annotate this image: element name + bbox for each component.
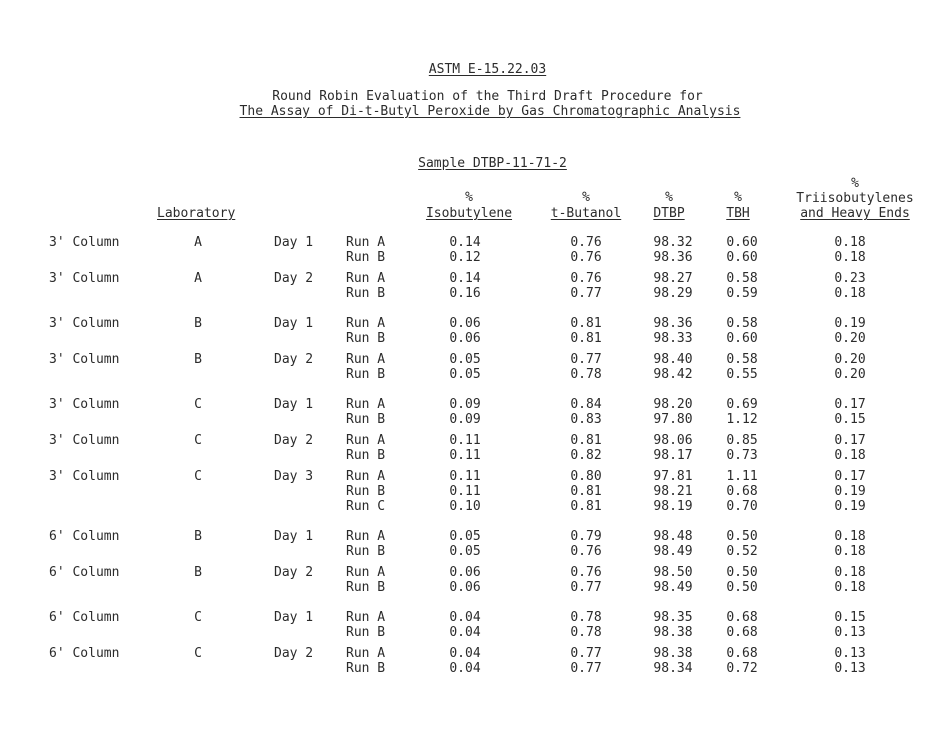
cell-isobutylene: 0.14 bbox=[449, 235, 481, 250]
cell-tbh: 0.58 bbox=[726, 352, 758, 367]
row-run: Run A bbox=[346, 352, 386, 367]
cell-heavy: 0.13 bbox=[834, 625, 866, 640]
cell-butanol: 0.78 bbox=[570, 610, 602, 625]
cell-heavy: 0.18 bbox=[834, 580, 866, 595]
cell-dtbp: 98.36 bbox=[653, 250, 693, 265]
cell-butanol: 0.77 bbox=[570, 661, 602, 676]
cell-isobutylene: 0.05 bbox=[449, 352, 481, 367]
row-column-type: 3' Column bbox=[49, 469, 120, 484]
cell-heavy: 0.17 bbox=[834, 433, 866, 448]
cell-dtbp: 98.20 bbox=[653, 397, 693, 412]
cell-butanol: 0.76 bbox=[570, 235, 602, 250]
row-run: Run B bbox=[346, 484, 386, 499]
cell-dtbp: 98.38 bbox=[653, 646, 693, 661]
cell-isobutylene: 0.06 bbox=[449, 580, 481, 595]
header-laboratory: Laboratory bbox=[157, 206, 236, 221]
cell-dtbp: 98.40 bbox=[653, 352, 693, 367]
header-heavy-line1: Triisobutylenes bbox=[796, 191, 914, 206]
row-day: Day 2 bbox=[274, 433, 314, 448]
cell-dtbp: 98.29 bbox=[653, 286, 693, 301]
row-run: Run B bbox=[346, 250, 386, 265]
row-column-type: 6' Column bbox=[49, 529, 120, 544]
cell-butanol: 0.78 bbox=[570, 367, 602, 382]
cell-dtbp: 98.35 bbox=[653, 610, 693, 625]
row-run: Run A bbox=[346, 271, 386, 286]
cell-butanol: 0.80 bbox=[570, 469, 602, 484]
cell-heavy: 0.20 bbox=[834, 367, 866, 382]
title-line-1: Round Robin Evaluation of the Third Draft Procedure for bbox=[272, 89, 703, 104]
cell-dtbp: 98.36 bbox=[653, 316, 693, 331]
row-run: Run B bbox=[346, 367, 386, 382]
cell-tbh: 0.58 bbox=[726, 271, 758, 286]
cell-heavy: 0.18 bbox=[834, 235, 866, 250]
row-run: Run A bbox=[346, 565, 386, 580]
row-laboratory: A bbox=[194, 271, 202, 286]
row-run: Run A bbox=[346, 610, 386, 625]
cell-dtbp: 98.50 bbox=[653, 565, 693, 580]
header-isobutylene-pct: % bbox=[465, 190, 473, 205]
cell-heavy: 0.18 bbox=[834, 286, 866, 301]
cell-tbh: 0.58 bbox=[726, 316, 758, 331]
cell-isobutylene: 0.05 bbox=[449, 529, 481, 544]
cell-butanol: 0.81 bbox=[570, 433, 602, 448]
cell-heavy: 0.20 bbox=[834, 331, 866, 346]
cell-heavy: 0.18 bbox=[834, 250, 866, 265]
cell-isobutylene: 0.11 bbox=[449, 433, 481, 448]
row-run: Run B bbox=[346, 331, 386, 346]
cell-dtbp: 98.06 bbox=[653, 433, 693, 448]
cell-tbh: 0.52 bbox=[726, 544, 758, 559]
row-day: Day 2 bbox=[274, 565, 314, 580]
row-run: Run B bbox=[346, 580, 386, 595]
row-run: Run A bbox=[346, 316, 386, 331]
cell-tbh: 0.50 bbox=[726, 580, 758, 595]
row-laboratory: B bbox=[194, 352, 202, 367]
cell-tbh: 1.11 bbox=[726, 469, 758, 484]
cell-butanol: 0.76 bbox=[570, 271, 602, 286]
cell-tbh: 0.72 bbox=[726, 661, 758, 676]
row-column-type: 3' Column bbox=[49, 433, 120, 448]
cell-dtbp: 98.49 bbox=[653, 580, 693, 595]
row-run: Run A bbox=[346, 469, 386, 484]
cell-isobutylene: 0.11 bbox=[449, 469, 481, 484]
header-heavy-line2: and Heavy Ends bbox=[800, 206, 910, 221]
cell-tbh: 0.60 bbox=[726, 331, 758, 346]
cell-isobutylene: 0.06 bbox=[449, 316, 481, 331]
cell-tbh: 0.68 bbox=[726, 646, 758, 661]
cell-tbh: 0.85 bbox=[726, 433, 758, 448]
cell-dtbp: 98.21 bbox=[653, 484, 693, 499]
cell-isobutylene: 0.06 bbox=[449, 565, 481, 580]
cell-heavy: 0.23 bbox=[834, 271, 866, 286]
row-column-type: 3' Column bbox=[49, 397, 120, 412]
cell-tbh: 0.73 bbox=[726, 448, 758, 463]
row-day: Day 2 bbox=[274, 646, 314, 661]
row-run: Run C bbox=[346, 499, 386, 514]
header-heavy-pct: % bbox=[851, 176, 859, 191]
row-laboratory: A bbox=[194, 235, 202, 250]
cell-heavy: 0.19 bbox=[834, 316, 866, 331]
row-day: Day 2 bbox=[274, 271, 314, 286]
row-column-type: 6' Column bbox=[49, 610, 120, 625]
cell-isobutylene: 0.05 bbox=[449, 367, 481, 382]
cell-isobutylene: 0.04 bbox=[449, 646, 481, 661]
row-day: Day 1 bbox=[274, 316, 314, 331]
row-laboratory: C bbox=[194, 646, 202, 661]
cell-heavy: 0.19 bbox=[834, 484, 866, 499]
row-column-type: 3' Column bbox=[49, 352, 120, 367]
row-run: Run A bbox=[346, 433, 386, 448]
header-tbh-pct: % bbox=[734, 190, 742, 205]
cell-isobutylene: 0.10 bbox=[449, 499, 481, 514]
cell-dtbp: 98.17 bbox=[653, 448, 693, 463]
row-run: Run A bbox=[346, 529, 386, 544]
header-dtbp-pct: % bbox=[665, 190, 673, 205]
row-laboratory: C bbox=[194, 610, 202, 625]
cell-dtbp: 98.27 bbox=[653, 271, 693, 286]
row-run: Run B bbox=[346, 448, 386, 463]
row-laboratory: B bbox=[194, 565, 202, 580]
cell-heavy: 0.13 bbox=[834, 646, 866, 661]
cell-tbh: 0.60 bbox=[726, 235, 758, 250]
cell-butanol: 0.84 bbox=[570, 397, 602, 412]
cell-butanol: 0.77 bbox=[570, 286, 602, 301]
row-run: Run A bbox=[346, 646, 386, 661]
cell-isobutylene: 0.11 bbox=[449, 484, 481, 499]
cell-heavy: 0.17 bbox=[834, 397, 866, 412]
cell-dtbp: 98.33 bbox=[653, 331, 693, 346]
row-column-type: 3' Column bbox=[49, 235, 120, 250]
cell-isobutylene: 0.04 bbox=[449, 610, 481, 625]
cell-butanol: 0.76 bbox=[570, 565, 602, 580]
cell-tbh: 0.68 bbox=[726, 625, 758, 640]
row-laboratory: C bbox=[194, 433, 202, 448]
row-day: Day 1 bbox=[274, 397, 314, 412]
cell-heavy: 0.18 bbox=[834, 529, 866, 544]
cell-dtbp: 97.80 bbox=[653, 412, 693, 427]
cell-heavy: 0.15 bbox=[834, 412, 866, 427]
cell-butanol: 0.81 bbox=[570, 316, 602, 331]
cell-butanol: 0.78 bbox=[570, 625, 602, 640]
header-butanol-pct: % bbox=[582, 190, 590, 205]
cell-heavy: 0.19 bbox=[834, 499, 866, 514]
cell-isobutylene: 0.11 bbox=[449, 448, 481, 463]
row-column-type: 3' Column bbox=[49, 271, 120, 286]
row-day: Day 1 bbox=[274, 235, 314, 250]
cell-butanol: 0.77 bbox=[570, 352, 602, 367]
cell-isobutylene: 0.12 bbox=[449, 250, 481, 265]
cell-butanol: 0.76 bbox=[570, 250, 602, 265]
cell-isobutylene: 0.09 bbox=[449, 397, 481, 412]
cell-isobutylene: 0.16 bbox=[449, 286, 481, 301]
row-laboratory: B bbox=[194, 529, 202, 544]
row-laboratory: C bbox=[194, 397, 202, 412]
row-day: Day 1 bbox=[274, 610, 314, 625]
row-column-type: 6' Column bbox=[49, 646, 120, 661]
row-run: Run B bbox=[346, 286, 386, 301]
cell-tbh: 0.50 bbox=[726, 565, 758, 580]
cell-dtbp: 98.42 bbox=[653, 367, 693, 382]
cell-dtbp: 98.49 bbox=[653, 544, 693, 559]
cell-butanol: 0.76 bbox=[570, 544, 602, 559]
cell-heavy: 0.18 bbox=[834, 565, 866, 580]
cell-dtbp: 98.32 bbox=[653, 235, 693, 250]
cell-heavy: 0.20 bbox=[834, 352, 866, 367]
cell-dtbp: 98.19 bbox=[653, 499, 693, 514]
cell-heavy: 0.15 bbox=[834, 610, 866, 625]
cell-isobutylene: 0.04 bbox=[449, 625, 481, 640]
row-laboratory: B bbox=[194, 316, 202, 331]
cell-dtbp: 97.81 bbox=[653, 469, 693, 484]
row-run: Run A bbox=[346, 397, 386, 412]
cell-isobutylene: 0.14 bbox=[449, 271, 481, 286]
row-day: Day 1 bbox=[274, 529, 314, 544]
cell-heavy: 0.13 bbox=[834, 661, 866, 676]
cell-isobutylene: 0.05 bbox=[449, 544, 481, 559]
row-day: Day 3 bbox=[274, 469, 314, 484]
cell-tbh: 0.68 bbox=[726, 610, 758, 625]
cell-heavy: 0.18 bbox=[834, 544, 866, 559]
cell-butanol: 0.77 bbox=[570, 580, 602, 595]
cell-isobutylene: 0.09 bbox=[449, 412, 481, 427]
cell-tbh: 1.12 bbox=[726, 412, 758, 427]
document-code: ASTM E-15.22.03 bbox=[428, 62, 547, 77]
row-laboratory: C bbox=[194, 469, 202, 484]
cell-isobutylene: 0.06 bbox=[449, 331, 481, 346]
header-tbh: TBH bbox=[726, 206, 750, 221]
row-day: Day 2 bbox=[274, 352, 314, 367]
title-line-2: The Assay of Di-t-Butyl Peroxide by Gas Chromatographic Analysis bbox=[239, 104, 741, 119]
cell-butanol: 0.83 bbox=[570, 412, 602, 427]
cell-butanol: 0.81 bbox=[570, 331, 602, 346]
cell-heavy: 0.18 bbox=[834, 448, 866, 463]
row-column-type: 3' Column bbox=[49, 316, 120, 331]
row-run: Run B bbox=[346, 412, 386, 427]
cell-butanol: 0.81 bbox=[570, 499, 602, 514]
cell-tbh: 0.50 bbox=[726, 529, 758, 544]
cell-dtbp: 98.48 bbox=[653, 529, 693, 544]
cell-tbh: 0.55 bbox=[726, 367, 758, 382]
row-run: Run B bbox=[346, 544, 386, 559]
cell-butanol: 0.79 bbox=[570, 529, 602, 544]
row-column-type: 6' Column bbox=[49, 565, 120, 580]
cell-butanol: 0.82 bbox=[570, 448, 602, 463]
cell-dtbp: 98.34 bbox=[653, 661, 693, 676]
cell-isobutylene: 0.04 bbox=[449, 661, 481, 676]
cell-tbh: 0.70 bbox=[726, 499, 758, 514]
cell-tbh: 0.60 bbox=[726, 250, 758, 265]
header-isobutylene: Isobutylene bbox=[425, 206, 513, 221]
cell-butanol: 0.81 bbox=[570, 484, 602, 499]
cell-tbh: 0.68 bbox=[726, 484, 758, 499]
sample-id: Sample DTBP-11-71-2 bbox=[418, 156, 567, 171]
header-butanol: t-Butanol bbox=[550, 206, 622, 221]
row-run: Run B bbox=[346, 661, 386, 676]
header-dtbp: DTBP bbox=[653, 206, 685, 221]
cell-tbh: 0.69 bbox=[726, 397, 758, 412]
cell-butanol: 0.77 bbox=[570, 646, 602, 661]
cell-heavy: 0.17 bbox=[834, 469, 866, 484]
cell-dtbp: 98.38 bbox=[653, 625, 693, 640]
cell-tbh: 0.59 bbox=[726, 286, 758, 301]
row-run: Run A bbox=[346, 235, 386, 250]
row-run: Run B bbox=[346, 625, 386, 640]
